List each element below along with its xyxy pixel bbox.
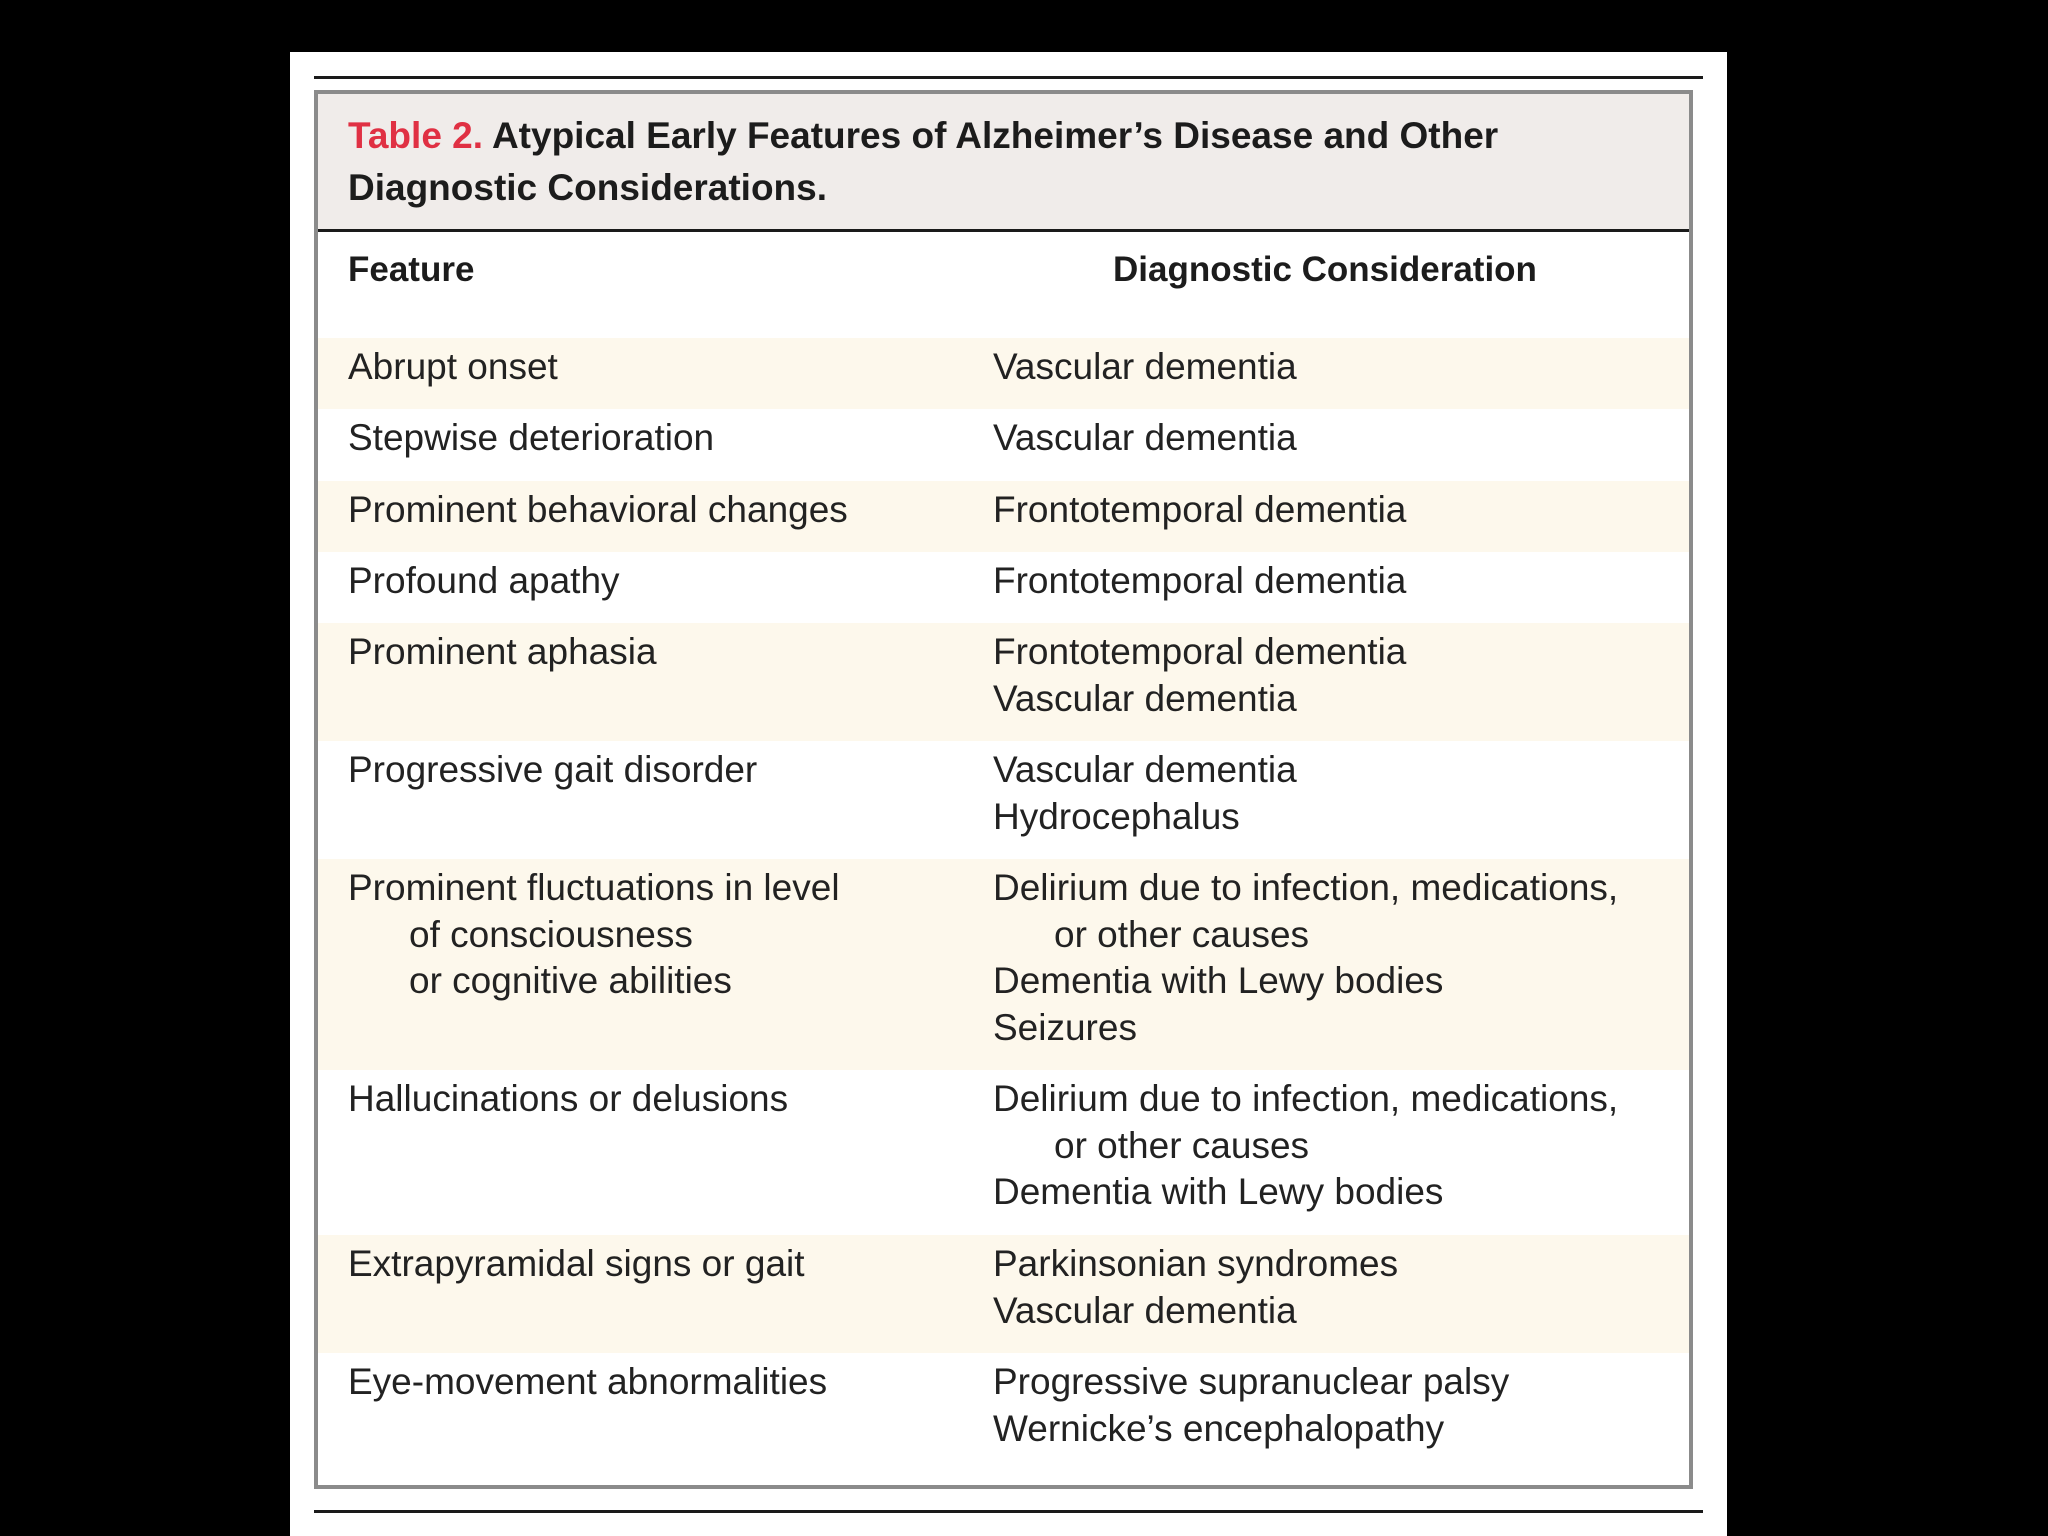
diagnostic-line: or other causes — [1054, 1124, 1310, 1166]
feature-cell — [348, 487, 848, 534]
diagnostic-line: Vascular dementia — [993, 677, 1297, 719]
diagnostic-line: Delirium due to infection, medications, — [993, 1078, 1619, 1119]
diagnostic-line: Delirium due to infection, medications, — [993, 867, 1619, 908]
table-row — [318, 1353, 1689, 1485]
feature-cell — [348, 415, 714, 462]
diagnostic-line: Vascular dementia — [993, 1289, 1297, 1331]
table-row — [318, 552, 1689, 623]
feature-cell — [348, 629, 657, 676]
column-header-feature: Feature — [348, 250, 475, 289]
table-row — [318, 741, 1689, 859]
diagnostic-line: Vascular dementia — [993, 417, 1297, 458]
diagnostic-line: Dementia with Lewy bodies — [993, 1171, 1444, 1212]
diagnostic-line: Vascular dementia — [993, 749, 1297, 790]
diagnostic-cell — [993, 558, 1406, 605]
column-header-diagnostic: Diagnostic Consideration — [1113, 250, 1537, 289]
diagnostic-cell — [993, 415, 1297, 462]
table-row — [318, 338, 1689, 409]
diagnostic-line: Vascular dementia — [993, 346, 1297, 387]
diagnostic-line: Frontotemporal dementia — [993, 560, 1407, 601]
diagnostic-cell — [993, 344, 1297, 391]
feature-line: Prominent fluctuations in level — [348, 867, 840, 908]
table-number: Table 2. — [348, 115, 484, 156]
table-row — [318, 1070, 1689, 1235]
diagnostic-line: Frontotemporal dementia — [993, 631, 1407, 672]
feature-line: Extrapyramidal signs or gait — [348, 1243, 805, 1284]
feature-cell — [348, 1241, 805, 1288]
diagnostic-line: Wernicke’s encephalopathy — [993, 1407, 1445, 1449]
feature-line: Prominent aphasia — [348, 631, 657, 672]
feature-cell — [348, 747, 757, 794]
table-row — [318, 623, 1689, 741]
feature-cell — [348, 1076, 788, 1123]
feature-line: Stepwise deterioration — [348, 417, 715, 458]
diagnostic-cell — [993, 1076, 1618, 1216]
table-row — [318, 859, 1689, 1070]
table-container — [314, 90, 1693, 1489]
diagnostic-cell — [993, 1241, 1398, 1334]
document-page — [290, 52, 1727, 1536]
feature-cell — [348, 558, 620, 605]
feature-cell — [348, 865, 840, 1005]
feature-line: Progressive gait disorder — [348, 749, 758, 790]
diagnostic-line: Seizures — [993, 1006, 1137, 1048]
feature-line: Prominent behavioral changes — [348, 489, 848, 530]
diagnostic-cell — [993, 747, 1297, 840]
diagnostic-line: or other causes — [1054, 913, 1310, 955]
feature-line: of consciousness — [409, 913, 693, 955]
feature-line: Profound apathy — [348, 560, 620, 601]
diagnostic-line: Hydrocephalus — [993, 795, 1240, 837]
top-rule — [314, 76, 1703, 79]
table-row — [318, 1235, 1689, 1353]
diagnostic-line: Dementia with Lewy bodies — [993, 960, 1444, 1001]
feature-line: Abrupt onset — [348, 346, 558, 387]
diagnostic-cell — [993, 629, 1406, 722]
feature-line: Hallucinations or delusions — [348, 1078, 789, 1119]
diagnostic-line: Frontotemporal dementia — [993, 489, 1407, 530]
diagnostic-line: Progressive supranuclear palsy — [993, 1361, 1510, 1402]
table-caption: Atypical Early Features of Alzheimer’s Disease and Other Diagnostic Considerations. — [348, 115, 1499, 208]
diagnostic-cell — [993, 865, 1618, 1051]
feature-cell — [348, 344, 558, 391]
bottom-rule — [314, 1510, 1703, 1513]
table-title — [318, 94, 1689, 232]
feature-cell — [348, 1359, 827, 1406]
feature-line: Eye-movement abnormalities — [348, 1361, 828, 1402]
table-row — [318, 409, 1689, 481]
table-row — [318, 481, 1689, 552]
diagnostic-cell — [993, 487, 1406, 534]
feature-line: or cognitive abilities — [409, 960, 732, 1001]
diagnostic-cell — [993, 1359, 1509, 1452]
diagnostic-line: Parkinsonian syndromes — [993, 1243, 1399, 1284]
